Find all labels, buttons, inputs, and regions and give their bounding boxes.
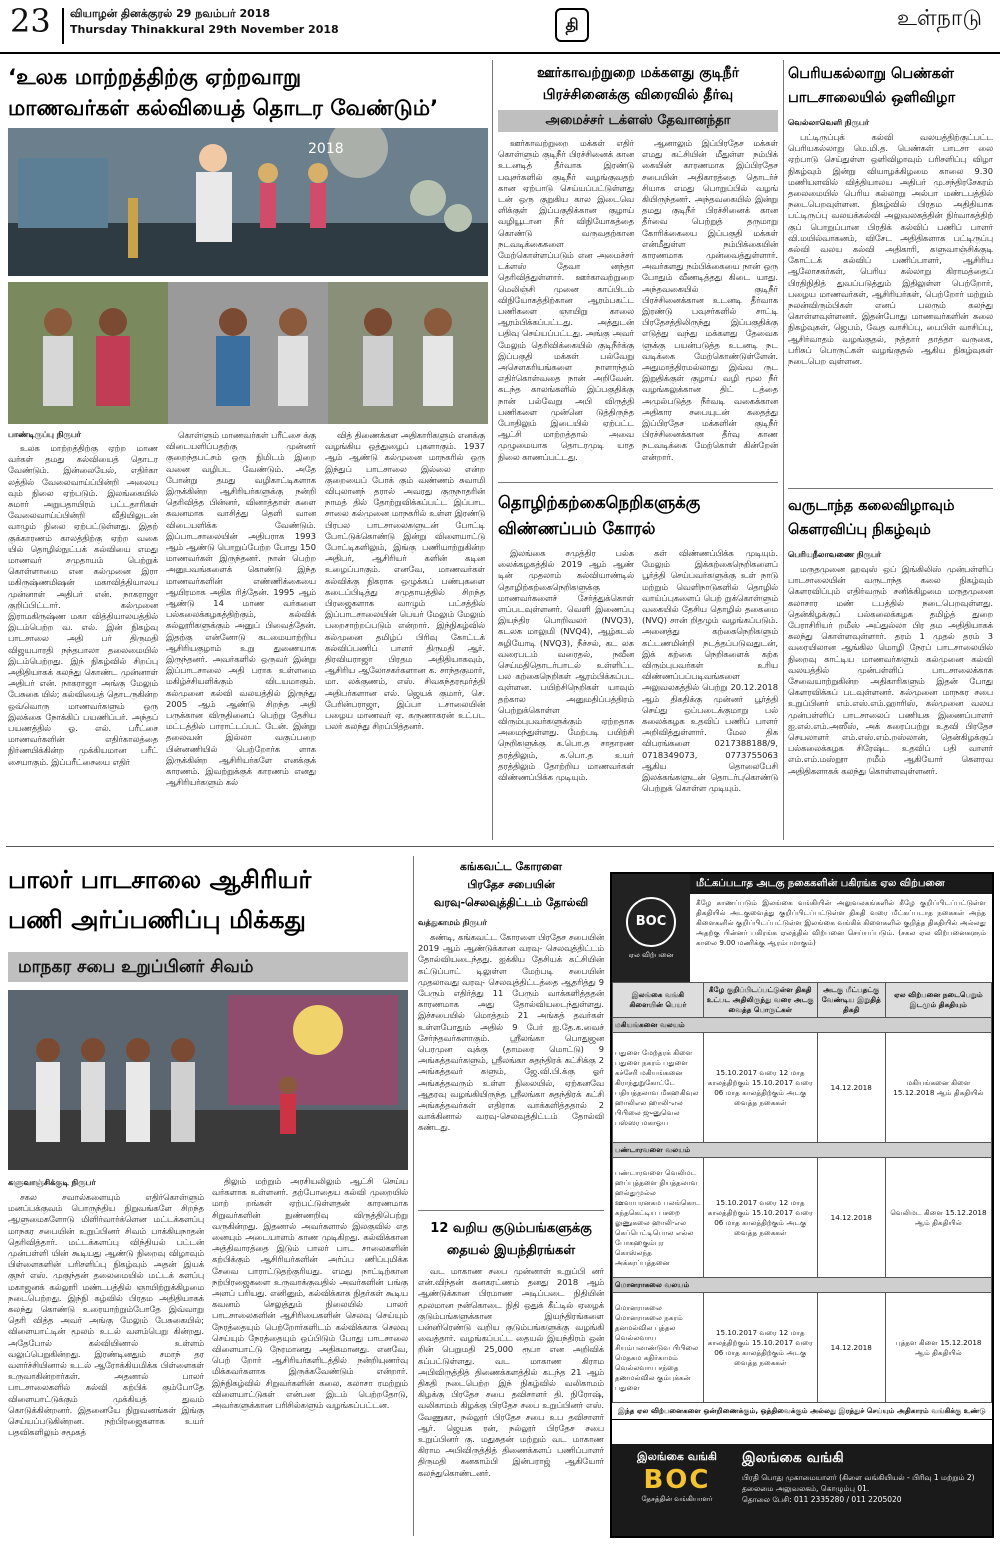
article8-headline <box>418 1218 604 1262</box>
headline-line: ஊர்காவற்றுறை மக்களது குடிநீர் <box>536 65 740 81</box>
stage-photo <box>8 128 488 276</box>
issue-date <box>70 6 339 38</box>
advert-title-block <box>690 874 992 982</box>
ceremony-photo <box>8 990 408 1170</box>
article4-headline <box>498 490 778 542</box>
article5-byline: பெரியநீலாவணை நிருபர் <box>788 550 882 559</box>
divider <box>62 8 64 44</box>
honouring-photo <box>8 282 488 424</box>
region-row <box>613 1143 992 1158</box>
divider <box>788 488 993 489</box>
headline-line: பிரதேச சபையின் <box>467 878 555 891</box>
paragraph: வித் திணைக்கள அதிகாரிகளும் எனக்கு வழங்கிய ஒத்துழைப் புகளாகும். 1937 ஆம் ஆண்டு கல்முனை மாநகரில் ஒரு இந்துப் பாடசாலை இல்லை என்ற குறையைப் போக் கும் வண்ணம் சுவாமி விபுலானந் தரால் அவரது குருநாதரின் நாமத் தில் தோற்றுவிக்கப்பட்ட இப்பாட சாலை கல்முனை மாநகரில் உள்ள இரண்டு பிரபல பாடசாலைகளுடன் போட்டி போட்டுக்கொண்டு இன்று விளையாட்டு போட்டிகளிலும், இங்கு பணியாற்றுகின்ற அதிபர், ஆசிரியர் களின் கடின உழைப்பாகும். எனவே, மாணவர்கள் கல்விக்கு நிகராக ஒழுக்கப் பண்புகளை கடைப்பிடித்து சமுதாயத்தில் சிறந்த பிரஜைகளாக வாழும் பட்சத்தில் இப்பாடசாலையின் பெயர் மேலும் மேலும் பறைசாற்றப்படும் என்றார். இந்நிகழ்வில் கல்முனை தமிழ்ப் பிரிவு கோட்டக் கல்விப்பணிப் பாளர் திருமதி ஆர். திரவியராஜா பிரதம அதிதியாகவும், ஆசிரிய ஆலோசகர்களான க. சாந்தகுமார், மா. லக்குணம், எஸ். சிவகந்தரமூர்த்தி அதிபர்களான எல். ஜெயக் குமார், செ. பேரின்பராஜா, இப்பா டசாலையின் பழைய மாணவர் ஏ. கருணாகரன் உட்பட பலர் கலந்து சிறப்பித்தனர். <box>325 430 485 732</box>
article4-column-1 <box>498 548 634 838</box>
article2-headline <box>498 62 778 106</box>
paragraph: இலங்கை சமுத்திர பல்க லைக்கழகத்தில் 2019 ஆம் ஆண் டின் முதலாம் கல்வியாண்டில் தொழிற்கற்கைநெறிகளுக்கு மாணவர்களைச் சேர்த்துக்கொள் ளப்படவுள்ளனர். வெளி இணைப்பு இயந்திர பொறிவலர் (NVQ3), கடலக மாலுமி (NVQ4), ஆழ்கடல் சுழியோடி (NVQ3), நீச்சல், கட லக வரைபடம் வரைதல், நவீன செய்மதிதொடர்பாடல் உள்ளிட்ட பல கற்கைநெறிகள் ஆரம்பிக்கப்பட வுள்ளன. பயிற்சிநெறிகள் யாவும் தற்கால அனுமதிப்பத்திரம் பெற்றுக்கொள்ள விரும்புபவர்களுக்கும் ஏற்றதாக அமைந்துள்ளது. மேற்படி பயிற்சி நெறிகளுக்கு க.பொ.த சாதாரண தரத்திலும், க.பொ.த உயர் தரத்திலும் தோற்றிய மாணவர்கள் விண்ணப்பிக்க முடியும். <box>498 548 634 783</box>
column-rule <box>783 60 784 840</box>
article6-photo <box>8 990 408 1170</box>
paragraph: வட மாகாண சபை முன்னாள் உறுப்பி னர் என்.விந்தன் கனகரட்ணம் தனது 2018 ஆம் ஆண்டுக்கான பிரமாண அடிப்படை நிதியின் மூலமான நன்கொடை நிதி ஒதுக் கீட்டில் ஏழைக் குடும்பங்களுக்கான இயந்திரங்களை பன்னிரெண்டு வறிய குடும்பங்களுக்கு வழங்கி வைத்தார். வழங்கப்பட்ட தையல் இயந்திரம் ஒன் றின் பெறுமதி 25,000 ரூபா என அறிவிக் கப்பட்டுள்ளது. வட மாகாண கிராம அபிவிருத்தித் திணைக்களத்தில் கடந்த 21 ஆம் திகதி நடைபெற்ற இந் நிகழ்வில் வலிகாமம் கிழக்கு பிரதேச சபை தவிசாளர் தி. நிரோஷ், வலிகாமம் கிழக்கு பிரதேச சபை உறுப்பினர் எஸ். வேணுகா, நல்லூர் பிரதேச சபை உப தவிசாளர் ஆர். ஜெயக ரன், நல்லூர் பிரதேச சபை உறுப்பினர் கு. மதுசுதன் மற்றும் வட மாகாண கிராம அபிவிருத்தித் திணைக்களப் பணிப்பாளர் திருமதி கனகாம்பி இன்பராஜ் ஆகியோர் கலந்துகொண்டனர். <box>418 1266 604 1478</box>
advert-intro: கீழே காணப்படும் இலங்கை வங்கியின் அலுவலகங்களில் கீழே குறிப்பிடப்பட்டுள்ள திகதியில் அடகுவைத்து குறிப்பிடப்பட்டுள்ள திகதி வரை மீட்கப்படாத நகைகள் அந்த கிளைகளில் குறிப்பிடப்பட்டுள்ள இலங்கை வங்கிக் கிளைகளில் குறித்த திகதியில் அல்லது அதற்கு பின்னர் பகிரங்க ஏலத்தில் விற்பனை செய்யப்படும். (சகல ஏல விற்பனைகளும் காலை 9.00 மணிக்கு ஆரம்பமாகும்) <box>696 898 986 947</box>
auction-venue: மகியங்கனை கிளை 15.12.2018 ஆம் திகதியில் <box>885 1033 991 1143</box>
bank-footer <box>612 1444 992 1536</box>
headline-line: வரவு-செலவுத்திட்டம் தோல்வி <box>433 896 589 909</box>
region-name: மகியங்கனை வலயம் <box>613 1018 992 1033</box>
pledge-period: 15.10.2017 வரை 12 மாத காலத்திற்கும் 15.10.2017 வரை 06 மாத காலத்திற்கும் அடகு வைத்த நகைகள் <box>703 1033 817 1143</box>
final-date: 14.12.2018 <box>817 1033 885 1143</box>
divider <box>6 846 994 847</box>
article6-subhead: மாநகர சபை உறுப்பினர் சிவம் <box>8 952 408 982</box>
tamil-date: வியாழன் தினக்குரல் 29 நவம்பர் 2018 <box>70 7 271 20</box>
divider <box>498 482 778 483</box>
bank-name: இலங்கை வங்கி <box>742 1450 844 1466</box>
article1-photo-honouring <box>8 282 488 424</box>
bank-name: இலங்கை வங்கி <box>637 1450 717 1463</box>
region-row <box>613 1278 992 1293</box>
paragraph: உலக மாற்றத்திற்கு ஏற்ற மாண வர்கள் தமது கல்வியைத் தொடர வேண்டும். இன்லையேல், எதிர்கா லத்தில் வேலைவாய்ப்பின்றி அலைய வும் நிலை ஏற்படும். இலங்கையில் சுமார் அறுபதாயிரம் பட்டதாரிகள் வேலைவாய்ப்பின்றி வீதியிலுடன் வாழும் நிலை ஏற்பட்டுள்ளது. இதற் குக்காரணம் காலத்திற்கு ஏற்ற வகை யில் தொழில்நுட்பக் கல்வியை எமது மாணவர் சமுதாயம் பெற்றுக் கொள்ளாமை என கல்முனை இரா மகிருஷ்ணமிஷன் மகாவித்தியாலய முன்னாள் அதிபர் என். நாகராஜா குறிப்பிட்டார். கல்முனை இராமகிருஷ்ண மகா வித்தியாலயத்தில் இடம்பெற்ற வ. எல். இன் நிகழ்வு பாடசாலை அதி பர் திருமதி விஜயபாரதி நந்தபாலா தலைமையில் இடம்பெற்றது. இந் நிகழ்வில் சிறப்பு அதிதியாகக் கலந்து கொண்ட முன்னாள் அதிபர் என். நாகராஜா அங்கு மேலும் பேசுகை யில்; கல்வியைத் தொடருகின்ற ஒவ்வொரு மாணவர்களும் ஒரு இலக்கை நோக்கிப் பயணிப்பர். அந்தப் பயணத்தில் ஓ. எல். பரீட்சை மாணவர்களின் எதிர்காலத்தை நிர்ணயிக்கின்ற முக்கியமான பரீட் சையாகும். இப்பரீட்சையை எதிர் <box>8 443 158 767</box>
masthead <box>0 0 1000 54</box>
contact-phone: தொலை பேசி: 011 2335280 / 011 2205020 <box>742 1495 902 1504</box>
table-row <box>613 1293 992 1403</box>
paragraph: கொள்ளும் மாணவர்கள் பரீட்சை க்கு விடையளிப்பதற்கு முன்னர் குறைந்தபட்சம் ஒரு நிமிடம் இறை வனை வழிபட வேண்டும். அதே போன்று தமது வழிகாட்டிகளாக இருக்கின்ற ஆசிரியர்களுக்கு நன்றி தெரிவித்த பின்னர், வினாத்தாள் களை கவனமாக வாசித்து தெளி வான விடையளிக்க வேண்டும். இப்பாடசாலையின் அதிபராக 1993 ஆம் ஆண்டு பொறுப்பேற்ற போது 150 மாணவர்கள் இருந்தனர். நான் பெற்ற அனுபவங்களைக் கொண்டு இந்த மாணவர்களின் எண்ணிக்கையை ஆயிரமாக அதிக ரித்தேன். 1995 ஆம் ஆண்டு 14 மாண வர்களை பல்கலைக்கழகத்திற்கும், கல்விக் கல்லூரிகளுக்கும் அனுப் பிவைத்தேன். இதற்கு என்னோடு கடமையாற்றிய ஆசிரியகுழாம் உறு துணையாக இருந்தனர். அவர்களில் ஒருவர் இன்று இப்பாடசாலை அதி பராக உள்ளமை மகிழ்ச்சியளிக்கும் விடயமாகும். கல்முனை கல்வி வலயத்தில் இருந்து 2005 ஆம் ஆண்டு சிறந்த அதி பருக்கான விருதினைப் பெற்று தேசிய மட்டத்தில் பாராட்டப்பட் டேன். இன்று தலைவன் இல்லா வகுப்பறை பின்னணியில் பெற்றோர்க ளாக இருக்கின்ற ஆசிரியர்களே எனக்குக் காரணம். இவற்றுக்குக் காரணம் எனது ஆசிரியர்களும் கல் <box>166 430 316 788</box>
article1-column-1 <box>8 443 158 838</box>
article3-body <box>788 132 993 477</box>
page-number: 23 <box>10 2 51 40</box>
divider <box>418 1210 604 1211</box>
article6-headline <box>8 860 408 940</box>
contact-title: பிரதி பொது முகாமையாளர் (கிளை வங்கியியல் - பிரிவு 1 மற்றும் 2) <box>742 1473 975 1482</box>
english-date: Thursday Thinakkural 29th November 2018 <box>70 23 339 36</box>
column-rule <box>413 856 414 1536</box>
article3-byline: வெல்லாவெளி நிருபர் <box>788 118 870 127</box>
article7-headline <box>418 858 604 912</box>
branch-list: பண்டாரவளை வெலிமட ஹப்புத்தளை தியத்தலாவ ஹல்துமுல்ல ஊவாபரனகம பலங்கொட கந்தகெட்டிய பசறை லுணுகலை ஹாலி-எல கெப்பெட்டிபொல எல்ல போகஹகும்புர கொஸ்லந்த அக்கரப்பத்தனை <box>613 1158 704 1278</box>
table-header-row <box>613 983 992 1018</box>
boc-logo: BOC <box>643 1465 711 1495</box>
auction-table <box>612 982 992 1403</box>
paragraph: ஊர்காவற்றுறை மக்கள் எதிர் கொள்ளும் குடிநீர் பிரச்சினைக் கான உடனடித் தீர்வாக இரண்டு பவுசர்களில் குடிநீர் வழங்குவதற் கான ஏற்பாடு செய்யப்பட்டுள்ளது டன் ஒரு குறுகிய கால இடைவெ ளிக்குள் இப்பகுதிக்கான குழாய் வழியூடான நீர் விநியோகத்தை கொண்டு வருவதற்கான நடவடிக்கைகளை மேற்கொள்ளப்படும் என அமைச்சர் டக்ளஸ் தேவா னந்தா தெரிவித்துள்ளார். ஊர்காவற்றுறை மெலிஞ்சி முனை காப்பிடம் விநியோகத்திற்கான ஆரம்பகட்ட பணிகளை ஞாயிறு காலை ஆரம்பிக்கப்பட்டது. அத்துடன் பதிவு செய்யப்பட்டது. அங்கு அவர் மேலும் தெரிவிக்கையில் குடிநீர்க்கு இப்பகுதி மக்கள் பல்வேறு அசௌகரியங்களை நாளாந்தம் எதிர்கொள்வதை நான் அறிவேன். கடந்த காலங்களில் இப்பகுதிக்கு நான் பல்வேறு அபி விருத்தி பணிகளை முன்னெ டுத்திருந்த போதிலும் இடையில் ஏற்பட்ட ஆட்சி மாற்றத்தால் அவை முழுமையாக தொடரமுடி யாத நிலை காணப்பட்டது. <box>498 138 634 462</box>
bank-contact <box>742 1450 984 1505</box>
banner-text: 2018 <box>308 141 344 157</box>
scales-icon: BOC <box>626 897 676 947</box>
bank-logo-block <box>622 1450 732 1504</box>
article5-headline <box>788 494 993 542</box>
column-rule <box>492 60 493 840</box>
article1-column-3 <box>325 430 485 835</box>
article2-column-2 <box>642 138 778 476</box>
headline-line: பாலர் பாடசாலை ஆசிரியர் <box>8 865 312 894</box>
paragraph: ஆனாலும் இப்பிரதேச மக்கள் எமது கட்சியின் மீதுள்ள நம்பிக் கையின் காரணமாக இப்பிரதேச சபையின் அதிகாரத்தை தொடர்ச் சியாக எமது பொறுப்பில் வழங் கியிருந்தனர். அந்தவகையில் இன்று தமது குடிநீர் பிரச்சினைக் கான தீர்வை பெற்றுத் தருமாறு கோரிக்கையை இப்பகுதி மக்கள் என்மீதுள்ள நம்பிக்கையின் காரணமாக முன்வைத்துள்ளார். அவர்களது நம்பிக்கையை நான் ஒரு போதும் வீணடித்தது கிடை யாது. அந்தவகையில் குடிநீர் பிரச்சினைக்கான உடனடி தீர்வாக இரண்டு பவுசர்களில் சாட்டி பிரதேசத்திலிருந்து இப்பகுதிக்கு எடுத்து வந்து மக்களது தேவைக ளுக்கு பயன்படுத்த உடனடி நட வடிக்கை மேற்கொண்டுள்ளேன். அதுமாத்திரமல்லாது இவ்வ ருட இறுதிக்குள் குழாய் வழி மூல நீர் வழங்கலுக்கான திட் டத்தை அமுல்படுத்த நீர்வடி வகைக்கான அதிகார சபையுடன் கதைத்து இப்பிரதேச மக்களின் குடிநீர் பிரச்சினைக்கான தீர்வு காண நடவடிக்கை மேற்கொள் கின்றேன் என்றார். <box>642 138 778 462</box>
region-name: மொனராகலை வலயம் <box>613 1278 992 1293</box>
headline-line: பாடசாலையில் ஒளிவிழா <box>788 90 956 106</box>
article2-subhead: அமைச்சர் டக்ளஸ் தேவானந்தா <box>498 110 778 132</box>
boc-seal <box>612 874 690 982</box>
advert-title: மீட்கப்படாத அடகு நகைகளின் பகிரங்க ஏல விற்பனை <box>690 874 992 894</box>
seal-caption: ஏல விற்பனை <box>628 950 674 959</box>
headline-line: வருடாந்த கலைவிழாவும் <box>788 498 955 514</box>
column-header: கீழே குறிப்பிடப்பட்டுள்ள திகதி உட்பட அதிலிருந்து வரை அடகு வைத்த பொருட்கள் <box>703 983 817 1018</box>
table-row <box>613 1033 992 1143</box>
headline-line: தையல் இயந்திரங்கள் <box>446 1243 576 1258</box>
paragraph: மருதமுனை ஹவுஸ் ஒப் இங்கிலிஸ் முன்பள்ளிப் பாடசாலையின் வருடாந்த கலை நிகழ்வும் கௌரவிப்பும் எதிர்வரும் சனிக்கிழமை மருதமுனை கலாசார மண் டபத்தில் நடைபெறவுள்ளது. தென்கிழக்குப் பல்கலைக்கழக தமிழ்த் துறை பேராசிரியர் றமீஸ் அப்துல்லா பிர தம அதிதியாகக் கலந்து கொள்ளவுள்ளார். தரம் 1 முதல் தரம் 3 வரையிலான ஆங்கில மொழி நேரப் பாடசாலையில் நிறைவு காட்டிய மாணவர்களும் கல்முனை கல்வி வலயத்தில் முன்பள்ளிப் பாடசாலைக்காக சேவையாற்றுகின்ற அதிகாரிகளும் இதன் போது கௌரவிக்கப் படவுள்ளனர். கல்முனை மாநகர சபை உறுப்பினர் எம்.எஸ்.எம்.ஹாரிஸ், கல்முனை வலய முன்பள்ளிப் பாடசாலைப் பணியக இணைப்பாளர் ஐ.எல்.எம்.அஸீஸ், அக் கரைப்பற்று உதவி பிரதேச செயலாளர் எம்.எஸ்.எம்.றஸ்லான், தென்கிழக்குப் பல்கலைக்கழக சிரேஷ்ட உதவிப் பதி வாளர் எம்.எம்.மஸ்றூா றமீம் ஆகியோர் கௌரவ அதிதிகளாகக் கலந்து கொள்ளவுள்ளனர். <box>788 564 993 776</box>
article1-headline <box>8 62 493 124</box>
article3-headline <box>788 62 993 110</box>
table-row <box>613 1158 992 1278</box>
article1-photo-stage <box>8 128 488 276</box>
headline-line: கௌரவிப்பு நிகழ்வும் <box>788 522 931 538</box>
article6-column-1 <box>8 1192 204 1537</box>
bank-tagline: தேசத்தின் வங்கியாளர் <box>641 1495 713 1503</box>
headline-line: பணி அர்ப்பணிப்பு மிக்கது <box>8 905 306 934</box>
column-header: இலங்கை வங்கி கிளையின் பெயர் <box>613 983 704 1018</box>
headline-line: பெரியகல்லாறு பெண்கள் <box>788 66 954 82</box>
branch-list: மொனராகலை மொனராகலை நகரம் தனமல்வில புத்தல வெல்லவாய சியம்பலாண்டுவ பிபிலை மெதகம கதிர்காமம் வெல்லவாய சந்தை தணமல்வில கும்புக்கன் பதுளை <box>613 1293 704 1403</box>
column-header: ஏல விற்பனை நடைபெறும் இடமும் திகதியும் <box>885 983 991 1018</box>
region-row <box>613 1018 992 1033</box>
paper-logo: தி <box>555 8 589 42</box>
paragraph: கள் விண்ணப்பிக்க முடியும். மேலும் இக்கற்கைநெறிகளைப் பூர்த்தி செய்பவர்களுக்கு உள் நாடு மற்றும் வெளிநாடுகளில் தொழில் வாய்ப்புகளைப் பெற் றுக்கொள்ளும் வகையில் தேசிய தொழில் தகைமை (NVQ) சான் றிதழும் வழங்கப்படும். அனைத்து கற்கைநெறிகளும் கட்டணமின்றி நடத்தப்படுவதுடன், இக் கற்கை நெறிகளைக் கற்க விரும்புபவர்கள் உரிய விண்ணப்பப்படிவங்களை அலுவலகத்தில் பெற்று 20.12.2018 ஆம் திகதிக்கு முன்னர் பூர்த்தி செய்து ஒப்படைக்குமாறு பல் கலைக்கழக உதவிப் பணிப் பாளர் அறிவித்துள்ளார். மேல திக விபரங்களை 0217388188/9, 0718349073, 0773755063 ஆகிய தொலைபேசி இலக்கங்களுடன் தொடர்புகொண்டு பெற்றுக் கொள்ள முடியும். <box>642 548 778 794</box>
headline-line: ‘உலக மாற்றத்திற்கு ஏற்றவாறு <box>8 65 302 90</box>
pledge-period: 15.10.2017 வரை 12 மாத காலத்திற்கும் 15.10.2017 வரை 06 மாத காலத்திற்கும் அடகு வைத்த நகைகள் <box>703 1158 817 1278</box>
headline-line: மாணவர்கள் கல்வியைத் தொடர வேண்டும்’ <box>8 96 439 121</box>
headline-line: விண்ணப்பம் கோரல் <box>498 519 656 538</box>
paragraph: சகல சவால்களையும் எதிர்கொள்ளும் மனப்பக்குவம் பொருந்திய நிறுவங்களே சிறந்த ஆளுமைகளோடு மிளிர்வார்க்ளென மட்டக்களப்பு மாநகர சபையின் உறுப்பினர் சிவம் பாக்கியநாதன் தெரிவித்தார். மட்டக்களப்பு விந்தியல் பட்டன் முன்பள்ளி யின் கூடியது ஆண்டு நிறைவு விழாவும் பிள்ளைகளின் பரிசளிப்பு நிகழ்வும் அதன் இயக் குநர் எஸ். முகுந்தன் தலைமையில் மட்டக் களப்பு மகாஜனக் கல்லூரி மண்டபத்தில் ஞாயிற்றுக்கிழமை நடைபெற்றது. இந்நி கழ்வில் பிரதம அதிதியாகக் கலந்து கொண்டு உரையாற்றும்போதே இவ்வாறு தெரி வித்த அவர் அங்கு மேலும் பேசுகையில்; விளையாட்டின் மூலம் உடல் வளம்பெறு கின்றது. அதேபோல் கல்வியினால் உள்ளம் வலுப்பெறுகின்றது. இரண்டினதும் சமாந் தர வளர்ச்சியினால் உடல் ஆரோக்கியமிக்க பிள்ளைகள் உருவாகின்றார்கள். அதனால் பாலர் பாடசாலைகளில் கல்வி கற்பிக் கும்போதே விளையாட்டுக்கும் முக்கியத் துவம் கொடுக்கின்றனர். இதனையே நிறுவனங்கள் இங்கு செய்யப்படுகின்றன. நற்பிரஜைகளாக உயர் பதவிகளிலும் சமூகத் <box>8 1192 204 1438</box>
auction-venue: புத்தள கிளை 15.12.2018 ஆம் திகதியில் <box>885 1293 991 1403</box>
article1-byline: பாண்டிருப்பு நிருபர் <box>8 430 81 439</box>
section-title: உள்நாடு <box>896 6 982 31</box>
column-header: அடகு மீட்பதட்கு வேண்டிய இறுதித் திகதி <box>817 983 885 1018</box>
region-name: பண்டாரவளை வலயம் <box>613 1143 992 1158</box>
article2-column-1 <box>498 138 634 476</box>
headline-line: பிரச்சினைக்கு விரைவில் தீர்வு <box>542 87 734 103</box>
final-date: 14.12.2018 <box>817 1158 885 1278</box>
headline-line: தொழிற்கற்கைநெறிகளுக்கு <box>498 493 701 512</box>
article7-byline: வத்துகாமம் நிருபர் <box>418 918 487 927</box>
final-date: 14.12.2018 <box>817 1293 885 1403</box>
advert-header <box>612 874 992 982</box>
article1-column-2 <box>166 430 316 835</box>
paragraph: பட்டிருப்புக் கல்வி வலயத்திற்குட்பட்ட பெரியகல்லாறு மெ.மி.த. பெண்கள் பாடசா லை ஏற்பாடு செய்துள்ள ஒளிவிழாவும் பரிசளிப்பு விழா நிகழ்வும் இன்று வியாழக்கிழமை காலை 9.30 மணியளவில் வித்தியாலய அதிபர் மு.சந்திரசேகரம் தலைமையில் பெரிய கல்லாறு அல்பா மண்டபத்தில் நடைபெறவுள்ளன. நிகழ்வில் பிரதம அதிதியாக பட்டிருப்பு வலயக்கல்வி அலுவலகத்தின் நிர்வாகத்திற் குப் பொறுப்பான பிரதிக் கல்விப் பணிப் பாளர் வி.மயில்வாகனம், விசேட அதிதிகளாக பட்டிருப்பு கல்வி வலய கல்வி அதிகாரி, களுவாஞ்சிக்குடி கோட்டக் கல்விப் பணிப்பாளர், ஆசிரிய ஆலோசகர்கள், பெரிய கல்லாறு கிராமத்தைப் பிரதிநிதித் துவப்படுத்தும் இதிலுள்ள பெற்றோர், பழைய மாணவர்கள், ஆசிரியர்கள், பெற்றோர் மற்றும் நலன்விரும்பிகள் எனப் பலரும் கலந்து கொள்ளவுள்ளனர். இதன்போது மாணவர்களின் கலை நிகழ்வுகள், ஜெபம், வேத வாசிப்பு, பைபிள் வாசிப்பு, ஆசிர்வாதம் வழங்குதல், நத்தார் தாத்தா வருகை, பரிசுப் பொருட்கள் வழங்குதல் ஆகிய நிகழ்வுகள் நடைபெற வுள்ளன. <box>788 132 993 367</box>
article6-byline: களுவாஞ்சிக்குடி நிருபர் <box>8 1178 96 1187</box>
article6-column-2 <box>212 1176 408 1536</box>
paragraph: திலும் மற்றும் அரசியலிலும் ஆட்சி செய்ய வர்களாக உள்ளனர். தற்போதைய கல்வி முறையில் மாற் றங்கள் ஏற்பட்டுள்ளதன் காரணமாக சிறுவர்களின் நுண்ணறிவு விருத்திபெற்று வருகின்றது. இதனால் அவர்களால் இலகுவில் எத னையும் அடையாளம் காண முடிகிறது. கல்விக்கான அத்திவாரத்தை இடும் பாலர் பாட சாலைகளின் கற்பிக்கும் ஆசிரியர்களின் அர்ப்ப ணிப்புமிக்க சேவை பாராட்டுதற்குரியது. எமது நாட்டிற்கான நற்பிரஜைகளை உருவாக்குவதில் அவர்களின் பங்கு அளப் பரியது. எனினும், கல்விக்காக நிதர்கள் கூடிய கவனம் செலுத்தும் நிலையில் பாலர் பாடசாலைகளின் ஆசிரியைகளின் செலவு செய்யும் நேரத்தையும் பெற்றோர்களிடம் கல்விக்காக செலவு செய்யும் நேரத்தையும் ஒப்பிடும் போது பாடசாலை விளையாட்டு நேரமானது அதிகமானது. எனவே, பெற் றோர் ஆசிரியர்களிடத்தில் நன்றியுணர்வு மிக்கவர்களாக இருக்கவேண்டும் என்றார். இந்நிகழ்வில் சிறுவர்களின் கலை, கலாசா ரமற்றும் விளையாட்டுகள் என்பன இடம் பெற்றதோடு, அவர்களுக்கான பரிசில்களும் வழங்கப்பட்டன. <box>212 1176 408 1411</box>
article7-body <box>418 932 604 1204</box>
contact-address: தலைமை அலுவலகம், கொழும்பு 01. <box>742 1484 870 1493</box>
auction-venue: வெலிமட கிளை 15.12.2018 ஆம் திகதியில் <box>885 1158 991 1278</box>
headline-line: கங்கவட்ட கோரளை <box>459 860 563 873</box>
article4-column-2 <box>642 548 778 838</box>
advert-footer-note: இந்த ஏல விற்பனைகளை ஒன்றிணைக்கும், ஒத்திவைக்கும் அல்லது இரத்துச் செய்யும் அதிகாரம் வங்கிக்கு உண்டு <box>612 1403 992 1420</box>
article8-body <box>418 1266 604 1536</box>
bank-auction-advert <box>610 872 994 1538</box>
headline-line: 12 வறிய குடும்பங்களுக்கு <box>430 1221 592 1236</box>
article5-body <box>788 564 993 836</box>
pledge-period: 15.10.2017 வரை 12 மாத காலத்திற்கும் 15.10.2017 வரை 06 மாத காலத்திற்கும் அடகு வைத்த நகைகள் <box>703 1293 817 1403</box>
branch-list: பதுளை மேற்தரக் கிளை பதுளை நகரம் பதுளை கச்சேரி மகியங்கனை கிராந்துறுகோட்டே பதியத்தலாவ மீகஹகிவுல ஹாலிஎல ஹாலி-எல பிபிலை ஜுனுவெல பஸ்ஸர மகாஓய <box>613 1033 704 1143</box>
paragraph: கண்டி, கங்கவட்ட கோரளை பிரதேச சபையின் 2019 ஆம் ஆண்டுக்கான வரவு- செலவுத்திட்டம் தோல்வியடைந்தது. ஐக்கிய தேசியக் கட்சியின் கட்டுப்பாட் டிலுள்ள மேற்படி சபையின் முதலாவது வரவு- செலவுத்திட்டத்தை ஆதரித்து 9 பேரும் எதிர்த்து 11 பேரும் வாக்களித்ததன் காரணமாக அது தோல்வியடைந்துள்ளது. இச்சபையில் மொத்தம் 21 அங்கத் தவர்கள் உள்ளபோதும் அதில் 9 பேர் ஐ.தே.க.வைச் சேர்ந்தவர்களாகும். ஸ்ரீலங்கா பொதுஜன பெரமுன வுக்கு (தாமரை மொட்டு) 9 அங்கத்தவர்களும், ஸ்ரீலங்கா சுதந்திரக் கட்சிக்கு 2 அங்கத்தவர் களும், ஜே.வி.பி.க்கு ஓர் அங்கத்தவரும் உள்ள நிலையில், ஏற்கனவே ஆதரவு வழங்கியிருந்த ஸ்ரீலங்கா சுதந்திரக் கட்சி அங்கத்தவர்கள் எதிராக வாக்களித்ததால் 2 வாக்கினால் வரவு-செலவுத்திட்டம் தோல்வி கண்டது. <box>418 932 604 1133</box>
